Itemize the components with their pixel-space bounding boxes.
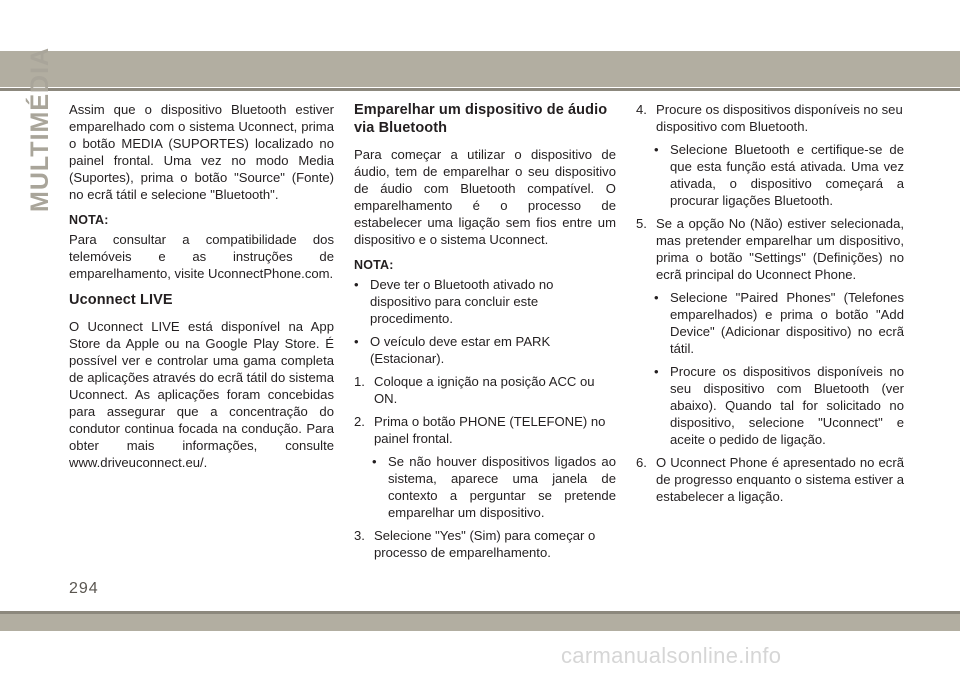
note-bullet-text: O veículo deve estar em PARK (Estacionar). bbox=[370, 334, 551, 366]
step-number: 4. bbox=[636, 102, 647, 117]
header-band bbox=[0, 51, 960, 87]
note-bullet-text: Deve ter o Bluetooth ativado no dispositivo para concluir este procedimento. bbox=[370, 277, 554, 326]
section-tab: MULTIMÉDIA bbox=[26, 46, 54, 212]
step-text: Se a opção No (Não) estiver selecionada, mas pretender emparelhar um dispositivo, prima o botão "Settings" (Definições) no ecrã principal do Uconnect Phone. bbox=[656, 216, 904, 282]
bullet-icon: • bbox=[654, 364, 659, 379]
step-number: 2. bbox=[354, 414, 365, 429]
bullet-icon: • bbox=[654, 290, 659, 305]
header-rule bbox=[0, 88, 960, 91]
step-number: 5. bbox=[636, 216, 647, 231]
column-1 bbox=[69, 101, 334, 480]
footer-band bbox=[0, 614, 960, 631]
top-margin bbox=[0, 0, 960, 51]
list-item bbox=[354, 373, 616, 407]
step-number: 6. bbox=[636, 455, 647, 470]
step-text: Procure os dispositivos disponíveis no seu dispositivo com Bluetooth. bbox=[656, 102, 903, 134]
pairing-intro-paragraph: Para começar a utilizar o dispositivo de áudio, tem de emparelhar o seu dispositivo de áudio com Bluetooth compatível. O emparelhamento é o processo de estabelecer uma ligação sem fios entre um dispositivo e o sistema Uconnect. bbox=[354, 147, 616, 247]
bullet-icon: • bbox=[654, 142, 659, 157]
note-label: NOTA: bbox=[69, 213, 109, 227]
step-text: O Uconnect Phone é apresentado no ecrã de progresso enquanto o sistema estiver a estabelecer a ligação. bbox=[656, 455, 904, 504]
list-item bbox=[354, 276, 616, 327]
intro-paragraph: Assim que o dispositivo Bluetooth estiver emparelhado com o sistema Uconnect, prima o botão MEDIA (SUPORTES) localizado no painel frontal. Uma vez no modo Media (Suportes), prima o botão "Source" (Fonte) no ecrã tátil e selecione "Bluetooth". bbox=[69, 102, 334, 202]
list-item bbox=[354, 527, 616, 561]
step-bullet-text: Procure os dispositivos disponíveis no seu dispositivo com Bluetooth (ver abaixo). Quando tal for solicitado no dispositivo, selecione "Uconnect" e aceite o pedido de ligação. bbox=[670, 364, 904, 447]
section-heading-uconnect-live: Uconnect LIVE bbox=[69, 292, 173, 308]
uconnect-live-paragraph: O Uconnect LIVE está disponível na App Store da Apple ou na Google Play Store. É possível ver e controlar uma gama completa de aplicações através do ecrã tátil do sistema Uconnect. As aplicações foram concebidas para assegurar que a concentração do condutor continua focada na condução. Para obter mais informações, consulte www.driveuconnect.eu/. bbox=[69, 319, 334, 470]
note-text: Para consultar a compatibilidade dos telemóveis e as instruções de emparelhamento, visite UconnectPhone.com. bbox=[69, 232, 334, 281]
step-text: Prima o botão PHONE (TELEFONE) no painel frontal. bbox=[374, 414, 606, 446]
list-item bbox=[372, 453, 616, 521]
list-item bbox=[654, 363, 904, 448]
step-bullet-text: Selecione Bluetooth e certifique-se de que esta função está ativada. Uma vez ativada, o dispositivo começará a procurar ligações Bluetooth. bbox=[670, 142, 904, 208]
column-2 bbox=[354, 101, 616, 567]
list-item bbox=[636, 101, 904, 135]
bullet-icon: • bbox=[372, 454, 377, 469]
step-text: Selecione "Yes" (Sim) para começar o processo de emparelhamento. bbox=[374, 528, 596, 560]
list-item bbox=[654, 289, 904, 357]
step-number: 3. bbox=[354, 528, 365, 543]
bullet-icon: • bbox=[354, 277, 359, 292]
section-heading-pair-audio: Emparelhar um dispositivo de áudio via Bluetooth bbox=[354, 102, 608, 136]
step-text: Coloque a ignição na posição ACC ou ON. bbox=[374, 374, 595, 406]
step-bullet-text: Se não houver dispositivos ligados ao sistema, aparece uma janela de contexto a perguntar se pretende emparelhar um dispositivo. bbox=[388, 454, 616, 520]
step-number: 1. bbox=[354, 374, 365, 389]
column-3 bbox=[636, 101, 904, 511]
list-item bbox=[636, 454, 904, 505]
list-item bbox=[654, 141, 904, 209]
page-number: 294 bbox=[69, 580, 99, 597]
list-item bbox=[354, 413, 616, 447]
bullet-icon: • bbox=[354, 334, 359, 349]
watermark-text: carmanualsonline.info bbox=[561, 643, 782, 668]
list-item bbox=[636, 215, 904, 283]
list-item bbox=[354, 333, 616, 367]
step-bullet-text: Selecione "Paired Phones" (Telefones emparelhados) e prima o botão "Add Device" (Adicionar dispositivo) no ecrã tátil. bbox=[670, 290, 904, 356]
note-label: NOTA: bbox=[354, 258, 394, 272]
